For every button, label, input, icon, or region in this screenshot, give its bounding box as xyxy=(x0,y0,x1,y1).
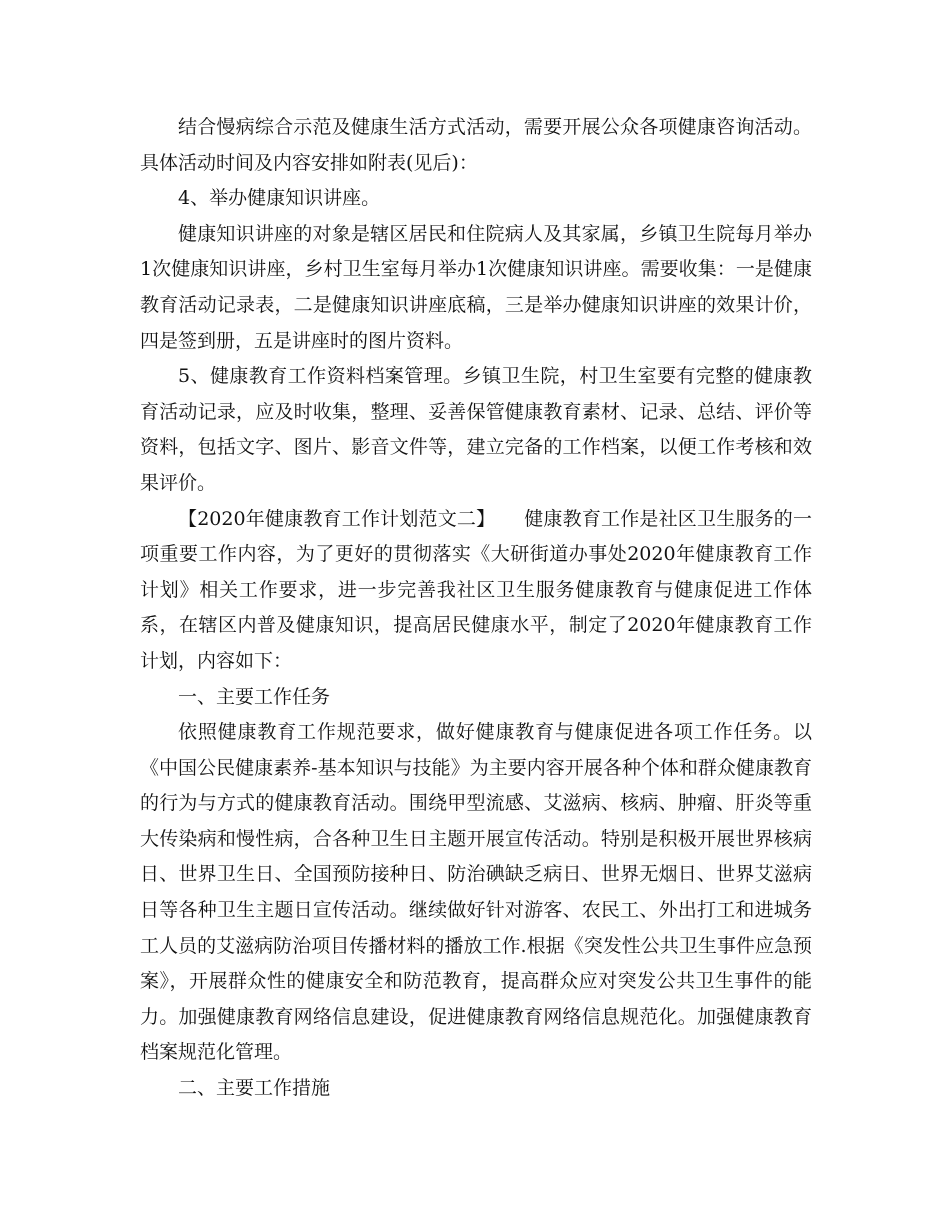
heading-main-tasks: 一、主要工作任务 xyxy=(178,685,331,708)
paragraph-lectures: 健康知识讲座的对象是辖区居民和住院病人及其家属，乡镇卫生院每月举办1次健康知识讲座，乡村卫生室每月举办1次健康知识讲座。需要收集：一是健康教育活动记录表，二是健康知识讲座底稿，三是举办健康知识讲座的效果计价，四是签到册，五是讲座时的图片资料。 xyxy=(140,222,812,352)
document-body xyxy=(140,110,812,1107)
paragraph-main-tasks: 依照健康教育工作规范要求，做好健康教育与健康促进各项工作任务。以《中国公民健康素养-基本知识与技能》为主要内容开展各种个体和群众健康教育的行为与方式的健康教育活动。围绕甲型流感、艾滋病、核病、肿瘤、肝炎等重大传染病和慢性病，合各种卫生日主题开展宣传活动。特别是积极开展世界核病日、世界卫生日、全国预防接种日、防治碘缺乏病日、世界无烟日、世界艾滋病日等各种卫生主题日宣传活动。继续做好针对游客、农民工、外出打工和进城务工人员的艾滋病防治项目传播材料的播放工作.根据《突发性公共卫生事件应急预案》，开展群众性的健康安全和防范教育，提高群众应对突发公共卫生事件的能力。加强健康教育网络信息建设，促进健康教育网络信息规范化。加强健康教育档案规范化管理。 xyxy=(140,721,812,1064)
heading-item-4: 4、举办健康知识讲座。 xyxy=(178,187,381,210)
paragraph-item-5-archives: 5、健康教育工作资料档案管理。乡镇卫生院，村卫生室要有完整的健康教育活动记录，应及时收集，整理、妥善保管健康教育素材、记录、总结、评价等资料，包括文字、图片、影音文件等，建立完备的工作档案，以便工作考核和效果评价。 xyxy=(140,365,812,494)
paragraph-sample-two-intro: 【2020年健康教育工作计划范文二】 健康教育工作是社区卫生服务的一项重要工作内容，为了更好的贯彻落实《大研街道办事处2020年健康教育工作计划》相关工作要求，进一步完善我社区卫生服务健康教育与健康促进工作体系，在辖区内普及健康知识，提高居民健康水平，制定了2020年健康教育工作计划，内容如下： xyxy=(140,507,812,672)
heading-main-measures: 二、主要工作措施 xyxy=(178,1077,331,1100)
paragraph-consultation: 结合慢病综合示范及健康生活方式活动，需要开展公众各项健康咨询活动。具体活动时间及内容安排如附表(见后)： xyxy=(140,116,812,174)
